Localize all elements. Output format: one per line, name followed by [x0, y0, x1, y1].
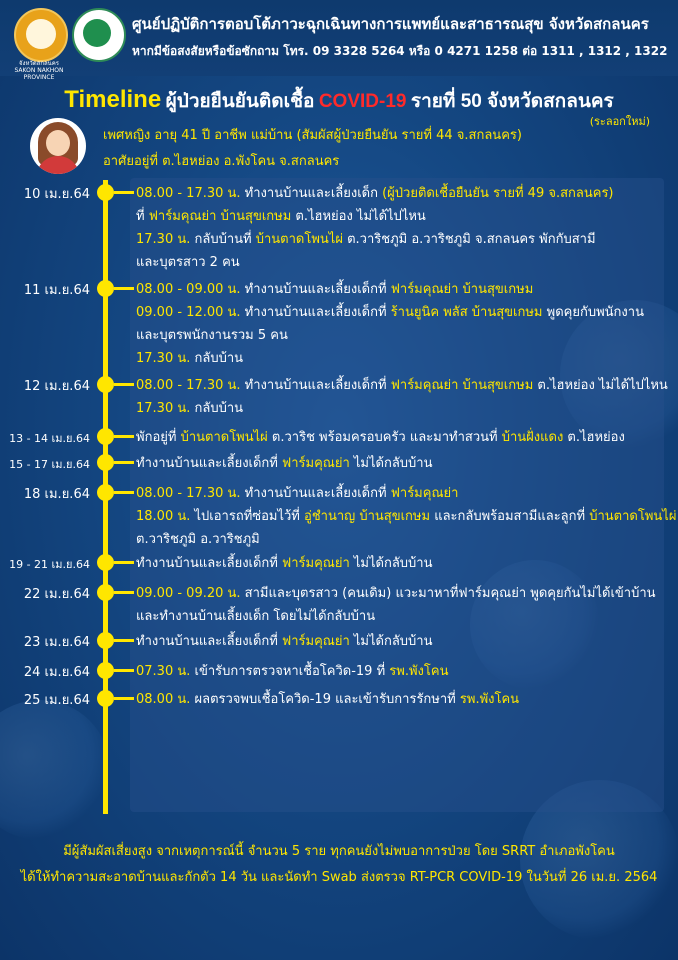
timeline-event-line [136, 688, 519, 709]
timeline-dot [97, 376, 114, 393]
timeline-event-line [136, 251, 240, 272]
patient-info-line2: อาศัยอยู่ที่ ต.ไฮหย่อง อ.พังโคน จ.สกลนคร [103, 154, 340, 169]
event-text: และทำงานบ้านเลี้ยงเด็ก โดยไม่ได้กลับบ้าน [136, 609, 376, 624]
timeline-date: 13 - 14 เม.ย.64 [9, 432, 90, 445]
highlight-text: 07.30 น. [136, 664, 195, 679]
event-text: กลับบ้าน [194, 351, 244, 366]
page-title [0, 86, 678, 116]
timeline-event-line [136, 347, 243, 368]
title-case: รายที่ 50 จังหวัดสกลนคร [410, 91, 614, 112]
timeline-event-line [136, 552, 433, 573]
highlight-text: 09.00 - 09.20 น. [136, 586, 245, 601]
timeline-date: 18 เม.ย.64 [23, 487, 90, 502]
timeline-event-line [136, 605, 375, 626]
timeline-dot [97, 184, 114, 201]
timeline-event-line [136, 482, 458, 503]
timeline-date: 22 เม.ย.64 [23, 587, 90, 602]
event-text: ทำงานบ้านและเลี้ยงเด็กที่ [136, 634, 283, 649]
event-text: และกลับพร้อมสามีและลูกที่ [430, 509, 590, 524]
timeline-event-line [136, 397, 243, 418]
event-text: และบุตรพนักงานรวม 5 คน [136, 328, 288, 343]
highlight-text: บ้านตาดโพนไผ่ [589, 509, 677, 524]
highlight-text: ฟาร์มคุณย่า [282, 456, 350, 471]
timeline-date: 24 เม.ย.64 [23, 665, 90, 680]
highlight-text: 08.00 น. [136, 692, 195, 707]
timeline-event-line [136, 660, 448, 681]
highlight-text: 08.00 - 17.30 น. [136, 378, 245, 393]
event-text: กลับบ้านที่ [194, 232, 256, 247]
header-bar [0, 0, 678, 81]
timeline-event-line [136, 528, 260, 549]
timeline-dot [97, 632, 114, 649]
event-text: ต.วาริชภูมิ อ.วาริชภูมิ [136, 532, 260, 547]
virus-decoration [0, 700, 110, 840]
highlight-text: ร้านยูนิค พลัส บ้านสุขเกษม [390, 305, 543, 320]
patient-info-line1: เพศหญิง อายุ 41 ปี อาชีพ แม่บ้าน (สัมผัสผู้ป่วยยืนยัน รายที่ 44 จ.สกลนคร) [103, 128, 522, 143]
highlight-text: 08.00 - 17.30 น. [136, 486, 245, 501]
event-text: ต.ไฮหย่อง ไม่ได้ไปไหน [291, 209, 426, 224]
highlight-text: (ผู้ป่วยติดเชื้อยืนยัน รายที่ 49 จ.สกลนคร) [382, 186, 614, 201]
highlight-text: 17.30 น. [136, 401, 195, 416]
event-text: เข้ารับการตรวจหาเชื้อโควิด-19 ที่ [194, 664, 390, 679]
event-text: และบุตรสาว 2 คน [136, 255, 240, 270]
timeline-dot [97, 454, 114, 471]
timeline-dot [97, 584, 114, 601]
highlight-text: บ้านตาดโพนไผ่ [180, 430, 268, 445]
event-text: ต.วาริชภูมิ อ.วาริชภูมิ จ.สกลนคร พักกับสามี [342, 232, 596, 247]
highlight-text: ฟาร์มคุณย่า [282, 556, 350, 571]
highlight-text: ฟาร์มคุณย่า [390, 486, 459, 501]
timeline-date: 19 - 21 เม.ย.64 [9, 558, 90, 571]
timeline-date: 10 เม.ย.64 [23, 187, 90, 202]
province-logo-caption: จังหวัดสกลนคร SAKON NAKHON PROVINCE [14, 60, 64, 81]
title-covid: COVID-19 [318, 91, 407, 112]
event-text: ไม่ได้กลับบ้าน [349, 634, 433, 649]
timeline-date: 15 - 17 เม.ย.64 [9, 458, 90, 471]
timeline-date: 25 เม.ย.64 [23, 693, 90, 708]
event-text: ต.ไฮหย่อง ไม่ได้ไปไหน [533, 378, 668, 393]
event-text: ต.ไฮหย่อง [563, 430, 625, 445]
event-text: ทำงานบ้านและเลี้ยงเด็กที่ [136, 456, 283, 471]
footer-line1: มีผู้สัมผัสเสี่ยงสูง จากเหตุการณ์นี้ จำนวน 5 ราย ทุกคนยังไม่พบอาการป่วย โดย SRRT อำเภอพังโคน [63, 844, 615, 859]
timeline-date: 12 เม.ย.64 [23, 379, 90, 394]
title-patient: ผู้ป่วยยืนยันติดเชื้อ [165, 91, 315, 112]
timeline-event-line [136, 301, 644, 322]
patient-avatar-icon [30, 118, 86, 174]
event-text: ทำงานบ้านและเลี้ยงเด็กที่ [136, 556, 283, 571]
event-text: ไปเอารถที่ซ่อมไว้ที่ [194, 509, 305, 524]
event-text: ไม่ได้กลับบ้าน [349, 456, 433, 471]
event-text: ไม่ได้กลับบ้าน [349, 556, 433, 571]
province-seal-logo [14, 8, 68, 62]
highlight-text: รพ.พังโคน [459, 692, 520, 707]
highlight-text: 08.00 - 09.00 น. [136, 282, 245, 297]
timeline-event-line [136, 205, 426, 226]
ministry-of-health-logo [72, 8, 126, 62]
highlight-text: ฟาร์มคุณย่า [282, 634, 350, 649]
event-text: ทำงานบ้านและเลี้ยงเด็ก [244, 186, 383, 201]
timeline-event-line [136, 582, 656, 603]
wave-note: (ระลอกใหม่) [589, 115, 650, 128]
timeline-event-line [136, 374, 668, 395]
timeline-event-line [136, 228, 596, 249]
highlight-text: 08.00 - 17.30 น. [136, 186, 245, 201]
event-text: ทำงานบ้านและเลี้ยงเด็กที่ [244, 282, 391, 297]
event-text: ทำงานบ้านและเลี้ยงเด็กที่ [244, 305, 391, 320]
timeline-event-line [136, 452, 433, 473]
timeline-dot [97, 280, 114, 297]
timeline-dot [97, 428, 114, 445]
timeline-event-line [136, 630, 433, 651]
event-text: ทำงานบ้านและเลี้ยงเด็กที่ [244, 486, 391, 501]
event-text: กลับบ้าน [194, 401, 244, 416]
event-text: พักอยู่ที่ [136, 430, 181, 445]
footer-line2: ได้ให้ทำความสะอาดบ้านและกักตัว 14 วัน และนัดทำ Swab ส่งตรวจ RT-PCR COVID-19 ในวันที่ 26 เม.ย. 2564 [20, 870, 658, 885]
timeline-dot [97, 690, 114, 707]
timeline-event-line [136, 182, 614, 203]
highlight-text: 17.30 น. [136, 232, 195, 247]
timeline-event-line [136, 505, 676, 526]
title-timeline: Timeline [64, 86, 162, 113]
event-text: ต.วาริช พร้อมครอบครัว และมาทำสวนที่ [267, 430, 502, 445]
event-text: ทำงานบ้านและเลี้ยงเด็กที่ [244, 378, 391, 393]
highlight-text: บ้านตาดโพนไผ่ [255, 232, 343, 247]
highlight-text: รพ.พังโคน [389, 664, 449, 679]
timeline-date: 11 เม.ย.64 [23, 283, 90, 298]
highlight-text: บ้านฝั่งแดง [501, 430, 564, 445]
event-text: ผลตรวจพบเชื้อโควิด-19 และเข้ารับการรักษาที่ [194, 692, 460, 707]
highlight-text: ฟาร์มคุณย่า บ้านสุขเกษม [390, 378, 534, 393]
event-text: พูดคุยกับพนักงาน [542, 305, 644, 320]
event-text: ที่ [136, 209, 149, 224]
highlight-text: ฟาร์มคุณย่า บ้านสุขเกษม [390, 282, 534, 297]
event-text: สามีและบุตรสาว (คนเดิม) แวะมาหาที่ฟาร์มคุณย่า พูดคุยกันไม่ได้เข้าบ้าน [244, 586, 656, 601]
highlight-text: 18.00 น. [136, 509, 195, 524]
highlight-text: 17.30 น. [136, 351, 195, 366]
contact-info: หากมีข้อสงสัยหรือข้อซักถาม โทร. 09 3328 5264 หรือ 0 4271 1258 ต่อ 1311 , 1312 , 1322 [132, 44, 668, 58]
timeline-dot [97, 662, 114, 679]
timeline-event-line [136, 278, 533, 299]
highlight-text: ฟาร์มคุณย่า บ้านสุขเกษม [148, 209, 292, 224]
highlight-text: อู่ชำนาญ บ้านสุขเกษม [304, 509, 431, 524]
timeline-dot [97, 554, 114, 571]
timeline-date: 23 เม.ย.64 [23, 635, 90, 650]
organization-name: ศูนย์ปฏิบัติการตอบโต้ภาวะฉุกเฉินทางการแพทย์และสาธารณสุข จังหวัดสกลนคร [132, 15, 649, 33]
timeline-event-line [136, 324, 288, 345]
timeline-dot [97, 484, 114, 501]
highlight-text: 09.00 - 12.00 น. [136, 305, 245, 320]
timeline-event-line [136, 426, 625, 447]
